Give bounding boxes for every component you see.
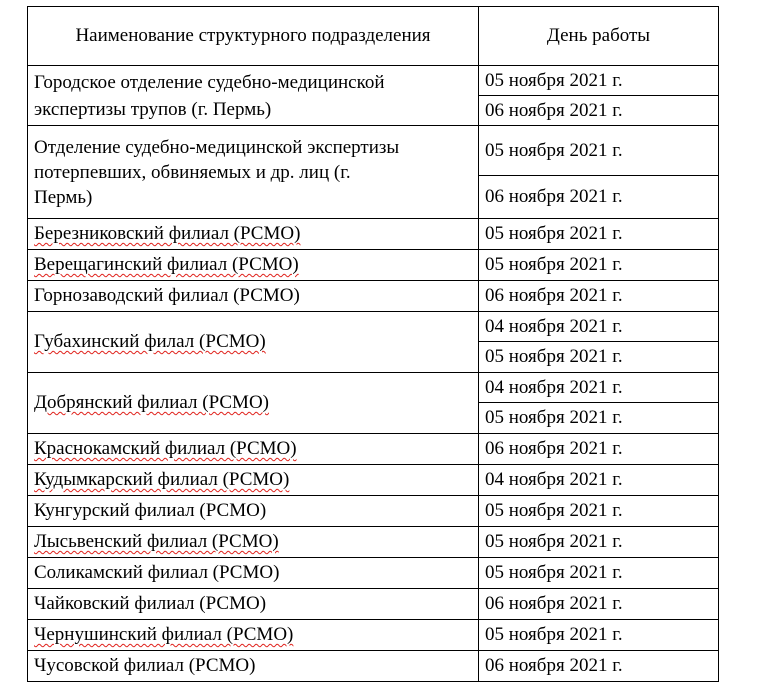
table-row [28, 250, 719, 281]
work-date: 06 ноября 2021 г. [479, 589, 719, 620]
work-date: 05 ноября 2021 г. [479, 403, 719, 434]
department-name: Березниковский филиал (РСМО) [28, 219, 479, 250]
work-date: 05 ноября 2021 г. [479, 250, 719, 281]
table-row [28, 312, 719, 342]
work-date: 05 ноября 2021 г. [479, 496, 719, 527]
department-name: Городское отделение судебно-медицинской экспертизы трупов (г. Пермь) [28, 66, 479, 126]
work-date: 06 ноября 2021 г. [479, 651, 719, 682]
department-name: Кудымкарский филиал (РСМО) [28, 465, 479, 496]
work-date: 06 ноября 2021 г. [479, 281, 719, 312]
department-name: Чернушинский филиал (РСМО) [28, 620, 479, 651]
department-name: Добрянский филиал (РСМО) [28, 373, 479, 434]
header-work-day: День работы [479, 7, 719, 66]
work-date: 05 ноября 2021 г. [479, 620, 719, 651]
table-row [28, 589, 719, 620]
work-date: 04 ноября 2021 г. [479, 373, 719, 403]
department-name: Кунгурский филиал (РСМО) [28, 496, 479, 527]
work-date: 05 ноября 2021 г. [479, 342, 719, 373]
work-date: 05 ноября 2021 г. [479, 527, 719, 558]
table-row [28, 465, 719, 496]
table-row [28, 651, 719, 682]
work-date: 06 ноября 2021 г. [479, 176, 719, 219]
department-name: Чусовской филиал (РСМО) [28, 651, 479, 682]
table-row [28, 558, 719, 589]
table-row [28, 126, 719, 176]
work-date: 05 ноября 2021 г. [479, 66, 719, 96]
department-name: Губахинский филал (РСМО) [28, 312, 479, 373]
table-row [28, 373, 719, 403]
department-name: Соликамский филиал (РСМО) [28, 558, 479, 589]
table-row [28, 527, 719, 558]
table-row [28, 219, 719, 250]
department-name: Лысьвенский филиал (РСМО) [28, 527, 479, 558]
work-date: 05 ноября 2021 г. [479, 219, 719, 250]
department-name: Краснокамский филиал (РСМО) [28, 434, 479, 465]
table-row [28, 496, 719, 527]
work-date: 06 ноября 2021 г. [479, 96, 719, 126]
header-row [28, 7, 719, 66]
table-row [28, 434, 719, 465]
department-name: Верещагинский филиал (РСМО) [28, 250, 479, 281]
work-date: 05 ноября 2021 г. [479, 558, 719, 589]
department-name: Отделение судебно-медицинской экспертизы потерпевших, обвиняемых и др. лиц (г. Пермь) [28, 126, 479, 219]
department-name: Чайковский филиал (РСМО) [28, 589, 479, 620]
header-department: Наименование структурного подразделения [28, 7, 479, 66]
work-date: 04 ноября 2021 г. [479, 465, 719, 496]
table-row [28, 66, 719, 96]
work-date: 04 ноября 2021 г. [479, 312, 719, 342]
department-name: Горнозаводский филиал (РСМО) [28, 281, 479, 312]
schedule-table [27, 6, 719, 682]
work-date: 05 ноября 2021 г. [479, 126, 719, 176]
table-row [28, 281, 719, 312]
work-date: 06 ноября 2021 г. [479, 434, 719, 465]
table-row [28, 620, 719, 651]
